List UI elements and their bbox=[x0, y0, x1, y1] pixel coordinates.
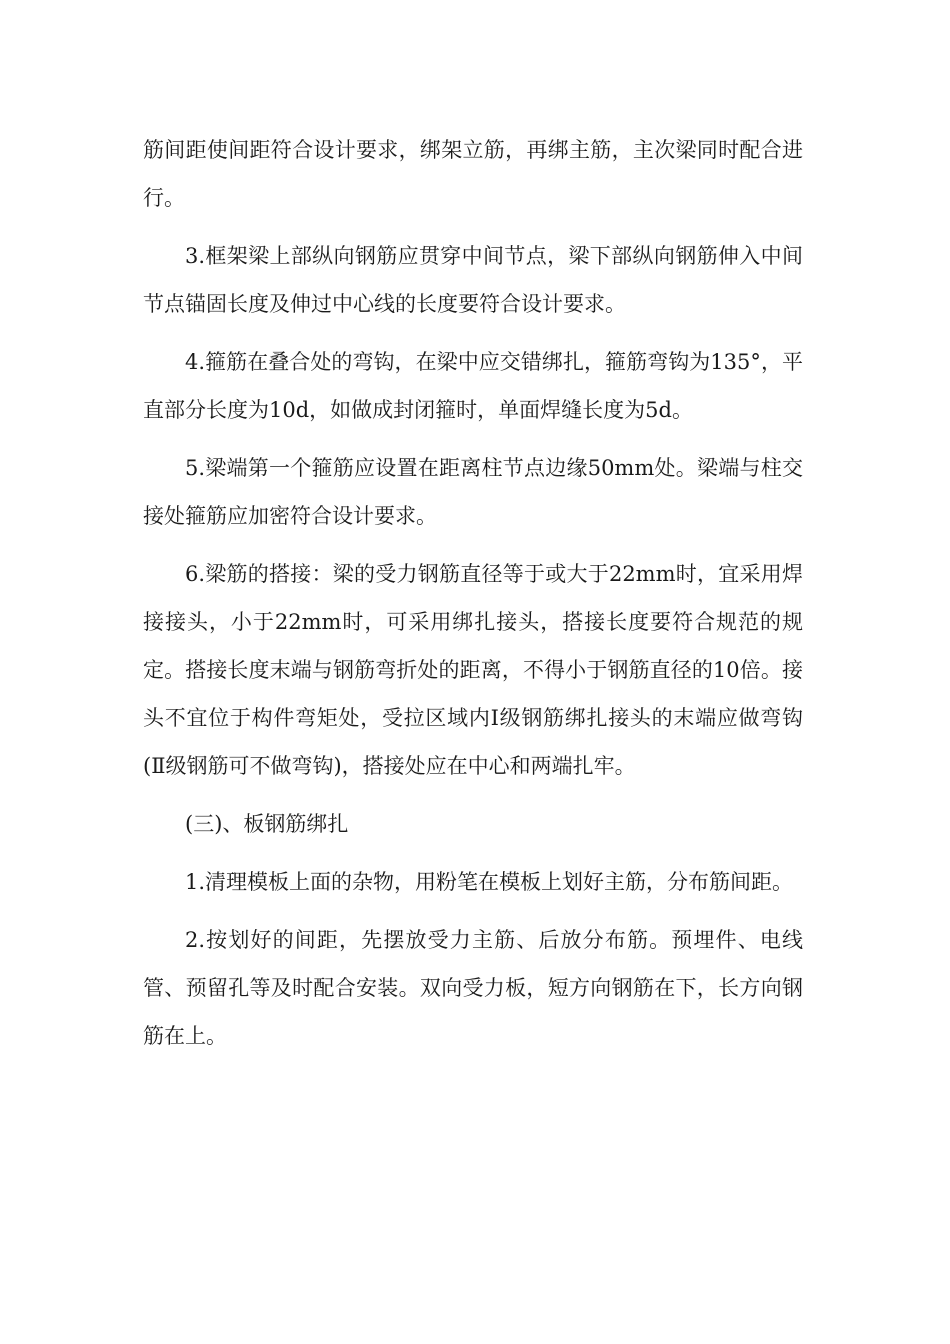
paragraph-item-4: 4.箍筋在叠合处的弯钩，在梁中应交错绑扎，箍筋弯钩为135°，平直部分长度为10d，如做成封闭箍时，单面焊缝长度为5d。 bbox=[143, 350, 803, 422]
paragraph-slab-item-1: 1.清理模板上面的杂物，用粉笔在模板上划好主筋，分布筋间距。 bbox=[185, 870, 794, 894]
document-body bbox=[143, 126, 803, 1070]
paragraph-item-5: 5.梁端第一个箍筋应设置在距离柱节点边缘50mm处。梁端与柱交接处箍筋应加密符合设计要求。 bbox=[143, 456, 803, 528]
paragraph-slab-item-2: 2.按划好的间距，先摆放受力主筋、后放分布筋。预埋件、电线管、预留孔等及时配合安装。双向受力板，短方向钢筋在下，长方向钢筋在上。 bbox=[143, 928, 803, 1048]
section-heading: (三)、板钢筋绑扎 bbox=[185, 812, 349, 836]
paragraph-item-3: 3.框架梁上部纵向钢筋应贯穿中间节点，梁下部纵向钢筋伸入中间节点锚固长度及伸过中心线的长度要符合设计要求。 bbox=[143, 244, 803, 316]
paragraph-item-6: 6.梁筋的搭接：梁的受力钢筋直径等于或大于22mm时，宜采用焊接接头，小于22mm时，可采用绑扎接头，搭接长度要符合规范的规定。搭接长度末端与钢筋弯折处的距离，不得小于钢筋直径的10倍。接头不宜位于构件弯矩处，受拉区域内Ⅰ级钢筋绑扎接头的末端应做弯钩(Ⅱ级钢筋可不做弯钩)，搭接处应在中心和两端扎牢。 bbox=[143, 562, 803, 778]
paragraph-continuation: 筋间距使间距符合设计要求，绑架立筋，再绑主筋，主次梁同时配合进行。 bbox=[143, 138, 803, 210]
